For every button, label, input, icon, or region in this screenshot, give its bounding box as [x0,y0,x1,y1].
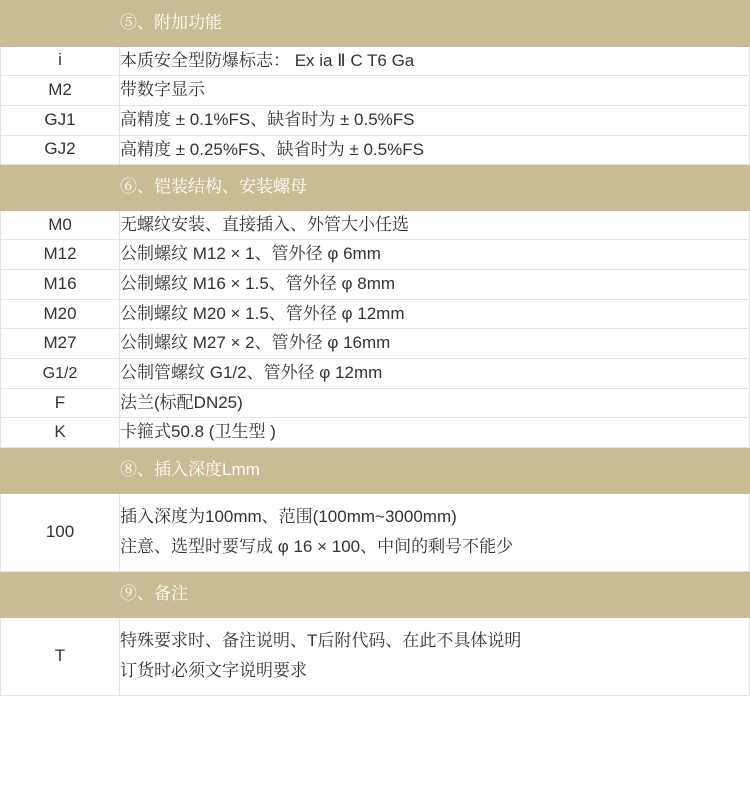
table-row [1,105,750,135]
description-line: 公制螺纹 M12 × 1、管外径 φ 6mm [120,244,381,264]
table-row [1,270,750,300]
code-cell: GJ2 [1,135,120,165]
code-cell: G1/2 [1,359,120,389]
description-cell [120,617,750,695]
description-line: 高精度 ± 0.25%FS、缺省时为 ± 0.5%FS [120,139,424,159]
code-cell: M12 [1,240,120,270]
table-row [1,493,750,571]
code-cell: M2 [1,76,120,106]
code-cell: 100 [1,493,120,571]
section-header-row [1,165,750,211]
description-line: ⑤、附加功能 [120,13,222,32]
table-row [1,240,750,270]
section-title-cell [120,571,750,617]
table-row [1,299,750,329]
table-row [1,418,750,448]
description-line: 法兰(标配DN25) [120,392,243,412]
section-title-cell [120,165,750,211]
description-cell [120,240,750,270]
code-cell: K [1,418,120,448]
description-cell [120,493,750,571]
section-title-cell [120,1,750,47]
description-cell [120,418,750,448]
table-row [1,617,750,695]
code-cell: GJ1 [1,105,120,135]
description-line: 公制管螺纹 G1/2、管外径 φ 12mm [120,363,383,383]
table-row [1,388,750,418]
description-line: ⑥、铠装结构、安装螺母 [120,177,307,197]
description-cell [120,359,750,389]
description-cell [120,46,750,76]
description-cell [120,270,750,300]
code-cell: T [1,617,120,695]
code-cell: M20 [1,299,120,329]
description-line: 本质安全型防爆标志： Ex ia Ⅱ C T6 Ga [120,50,415,70]
table-row [1,135,750,165]
description-line: 带数字显示 [120,80,205,100]
description-cell [120,388,750,418]
description-cell [120,210,750,240]
description-line: ⑧、插入深度Lmm [120,459,260,479]
section-header-row [1,447,750,493]
section-header-row [1,1,750,47]
description-line: 无螺纹安装、直接插入、外管大小任选 [120,214,409,234]
code-cell: M16 [1,270,120,300]
section-title-cell [120,447,750,493]
section-code-cell [1,571,120,617]
description-line: 高精度 ± 0.1%FS、缺省时为 ± 0.5%FS [120,109,415,129]
section-code-cell [1,1,120,47]
code-cell: M27 [1,329,120,359]
description-line: 特殊要求时、备注说明、T后附代码、在此不具体说明 [120,630,522,650]
code-cell: i [1,46,120,76]
description-line: 订货时必须文字说明要求 [120,661,307,681]
table-row [1,76,750,106]
description-cell [120,76,750,106]
description-line: 注意、选型时要写成 φ 16 × 100、中间的剩号不能少 [120,537,514,557]
section-header-row [1,571,750,617]
description-cell [120,105,750,135]
description-cell [120,299,750,329]
description-line: 公制螺纹 M27 × 2、管外径 φ 16mm [120,333,391,353]
table-row [1,210,750,240]
table-body [1,1,750,696]
description-line: ⑨、备注 [120,583,188,603]
description-line: 卡箍式50.8 (卫生型 ) [120,422,276,442]
table-row [1,329,750,359]
code-cell: M0 [1,210,120,240]
table-row [1,46,750,76]
section-code-cell [1,447,120,493]
description-line: 公制螺纹 M20 × 1.5、管外径 φ 12mm [120,303,405,323]
description-line: 公制螺纹 M16 × 1.5、管外径 φ 8mm [120,274,396,294]
table-row [1,359,750,389]
description-cell [120,135,750,165]
section-code-cell [1,165,120,211]
description-line: 插入深度为100mm、范围(100mm~3000mm) [120,506,457,526]
description-cell [120,329,750,359]
code-cell: F [1,388,120,418]
